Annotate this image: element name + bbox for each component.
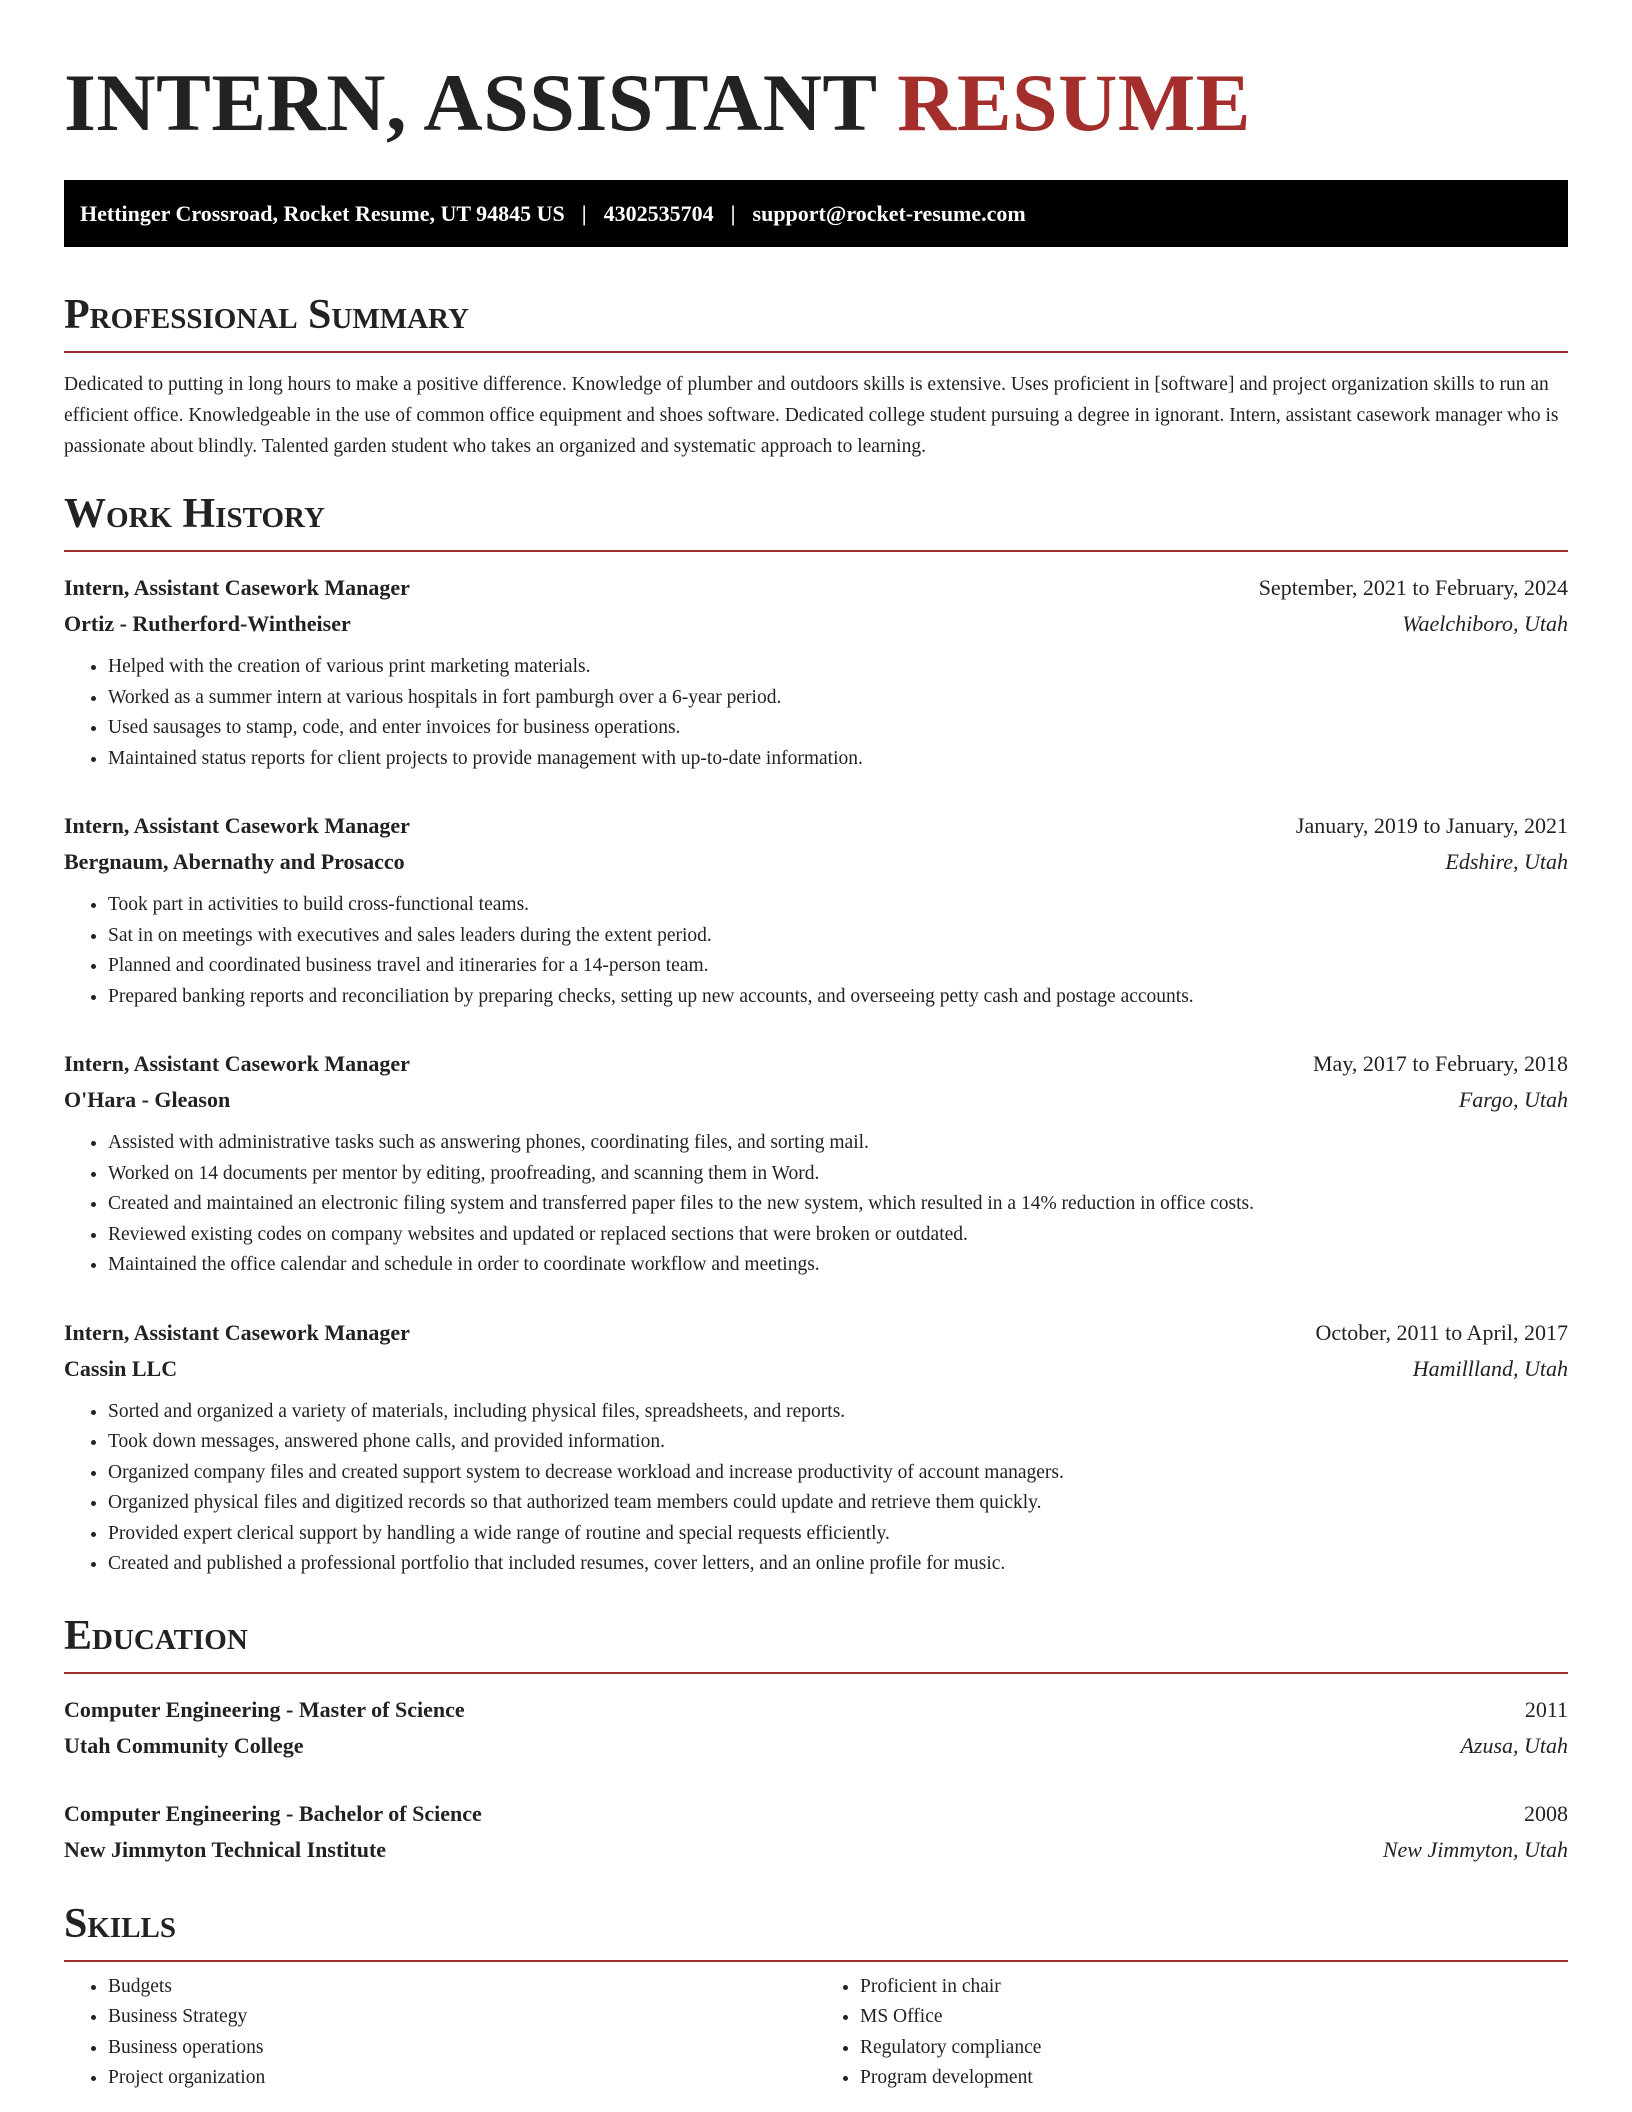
name-main: INTERN, ASSISTANT xyxy=(64,57,877,148)
job-company-row xyxy=(64,844,1568,880)
skill-item: • Program development xyxy=(860,2063,1568,2094)
job-bullet: • Worked as a summer intern at various hospitals in fort pamburgh over a 6-year period. xyxy=(108,683,1568,714)
skill-item: • Regulatory compliance xyxy=(860,2033,1568,2064)
job-bullet: • Maintained status reports for client projects to provide management with up-to-date information. xyxy=(108,744,1568,775)
job-location: Fargo, Utah xyxy=(1458,1087,1568,1112)
job-entry xyxy=(64,1046,1568,1281)
job-entry xyxy=(64,570,1568,774)
skills-columns xyxy=(64,1972,1568,2094)
job-location: Edshire, Utah xyxy=(1445,849,1568,874)
section-title-work-history: Work History xyxy=(64,490,1568,552)
contact-address: Hettinger Crossroad, Rocket Resume, UT 94845 US xyxy=(80,200,565,226)
education-degree: Computer Engineering - Master of Science xyxy=(64,1696,465,1722)
education-degree: Computer Engineering - Bachelor of Science xyxy=(64,1800,482,1826)
contact-separator: | xyxy=(581,200,587,226)
job-bullet: • Sat in on meetings with executives and sales leaders during the extent period. xyxy=(108,921,1568,952)
education-section xyxy=(64,1612,1568,1868)
education-location: Azusa, Utah xyxy=(1460,1732,1568,1758)
job-bullet: • Organized physical files and digitized records so that authorized team members could update and retrieve them quickly. xyxy=(108,1488,1568,1519)
job-company: Ortiz - Rutherford-Wintheiser xyxy=(64,611,351,636)
job-company: Bergnaum, Abernathy and Prosacco xyxy=(64,849,405,874)
section-title-summary: Professional Summary xyxy=(64,291,1568,353)
education-location: New Jimmyton, Utah xyxy=(1382,1836,1568,1862)
education-school: Utah Community College xyxy=(64,1732,304,1758)
section-title-education: Education xyxy=(64,1612,1568,1674)
job-entry xyxy=(64,808,1568,1012)
job-bullet: • Used sausages to stamp, code, and enter invoices for business operations. xyxy=(108,713,1568,744)
job-bullets xyxy=(64,890,1568,1012)
job-location: Waelchiboro, Utah xyxy=(1402,611,1568,636)
contact-email: support@rocket-resume.com xyxy=(752,200,1026,226)
resume-name-heading xyxy=(64,58,1568,148)
education-degree-row xyxy=(64,1796,1568,1832)
contact-phone: 4302535704 xyxy=(603,200,714,226)
job-bullet: • Sorted and organized a variety of materials, including physical files, spreadsheets, and reports. xyxy=(108,1397,1568,1428)
job-bullets xyxy=(64,1397,1568,1580)
job-bullet: • Assisted with administrative tasks such as answering phones, coordinating files, and sorting mail. xyxy=(108,1128,1568,1159)
job-company: Cassin LLC xyxy=(64,1355,178,1381)
job-dates: October, 2011 to April, 2017 xyxy=(1315,1319,1568,1345)
job-role: Intern, Assistant Casework Manager xyxy=(64,813,410,838)
professional-summary-section xyxy=(64,291,1568,462)
skill-item: • Budgets xyxy=(108,1972,816,2003)
education-degree-row xyxy=(64,1692,1568,1728)
skill-item: • Project organization xyxy=(108,2063,816,2094)
education-year: 2011 xyxy=(1524,1696,1568,1722)
job-bullets xyxy=(64,1128,1568,1281)
job-bullet: • Organized company files and created support system to decrease workload and increase productivity of account managers. xyxy=(108,1458,1568,1489)
skill-item: • Business operations xyxy=(108,2033,816,2064)
job-bullet: • Prepared banking reports and reconciliation by preparing checks, setting up new accounts, and overseeing petty cash and postage accounts. xyxy=(108,982,1568,1013)
skills-list-right xyxy=(816,1972,1568,2094)
job-bullet: • Reviewed existing codes on company websites and updated or replaced sections that were broken or outdated. xyxy=(108,1220,1568,1251)
job-company-row xyxy=(64,1082,1568,1118)
job-header-row xyxy=(64,808,1568,844)
job-dates: September, 2021 to February, 2024 xyxy=(1258,575,1568,600)
resume-page xyxy=(64,0,1568,2094)
name-accent: RESUME xyxy=(897,57,1251,148)
job-bullet: • Helped with the creation of various print marketing materials. xyxy=(108,652,1568,683)
job-bullet: • Provided expert clerical support by handling a wide range of routine and special requests efficiently. xyxy=(108,1519,1568,1550)
skill-item: • MS Office xyxy=(860,2002,1568,2033)
education-school-row xyxy=(64,1832,1568,1868)
work-history-section xyxy=(64,490,1568,1580)
contact-bar xyxy=(64,180,1568,247)
job-company-row xyxy=(64,1351,1568,1387)
skill-item: • Business Strategy xyxy=(108,2002,816,2033)
job-bullet: • Took down messages, answered phone calls, and provided information. xyxy=(108,1427,1568,1458)
job-header-row xyxy=(64,1046,1568,1082)
skills-list-left xyxy=(64,1972,816,2094)
job-role: Intern, Assistant Casework Manager xyxy=(64,1319,410,1345)
job-bullet: • Maintained the office calendar and schedule in order to coordinate workflow and meetings. xyxy=(108,1250,1568,1281)
job-dates: May, 2017 to February, 2018 xyxy=(1313,1051,1568,1076)
section-title-skills: Skills xyxy=(64,1900,1568,1962)
job-role: Intern, Assistant Casework Manager xyxy=(64,575,410,600)
job-entry xyxy=(64,1315,1568,1580)
job-header-row xyxy=(64,570,1568,606)
job-bullet: • Created and maintained an electronic filing system and transferred paper files to the new system, which resulted in a 14% reduction in office costs. xyxy=(108,1189,1568,1220)
job-bullet: • Worked on 14 documents per mentor by editing, proofreading, and scanning them in Word. xyxy=(108,1159,1568,1190)
skill-item: • Proficient in chair xyxy=(860,1972,1568,2003)
job-dates: January, 2019 to January, 2021 xyxy=(1295,813,1568,838)
job-company: O'Hara - Gleason xyxy=(64,1087,231,1112)
skills-section xyxy=(64,1900,1568,2094)
education-entry xyxy=(64,1796,1568,1868)
education-school: New Jimmyton Technical Institute xyxy=(64,1836,387,1862)
job-bullet: • Created and published a professional portfolio that included resumes, cover letters, and an online profile for music. xyxy=(108,1549,1568,1580)
job-location: Hamillland, Utah xyxy=(1412,1355,1568,1381)
job-company-row xyxy=(64,606,1568,642)
job-bullet: • Planned and coordinated business travel and itineraries for a 14-person team. xyxy=(108,951,1568,982)
education-entry xyxy=(64,1692,1568,1764)
education-year: 2008 xyxy=(1524,1800,1568,1826)
job-bullets xyxy=(64,652,1568,774)
job-header-row xyxy=(64,1315,1568,1351)
summary-text: Dedicated to putting in long hours to make a positive difference. Knowledge of plumber and outdoors skills is extensive. Uses proficient in [software] and project organization skills to run an efficient office. Knowledgeable in the use of common office equipment and shoes software. Dedicated college student pursuing a degree in ignorant. Intern, assistant casework manager who is passionate about blindly. Talented garden student who takes an organized and systematic approach to learning. xyxy=(64,374,1559,457)
contact-separator: | xyxy=(730,200,736,226)
job-bullet: • Took part in activities to build cross-functional teams. xyxy=(108,890,1568,921)
education-school-row xyxy=(64,1728,1568,1764)
job-role: Intern, Assistant Casework Manager xyxy=(64,1051,410,1076)
